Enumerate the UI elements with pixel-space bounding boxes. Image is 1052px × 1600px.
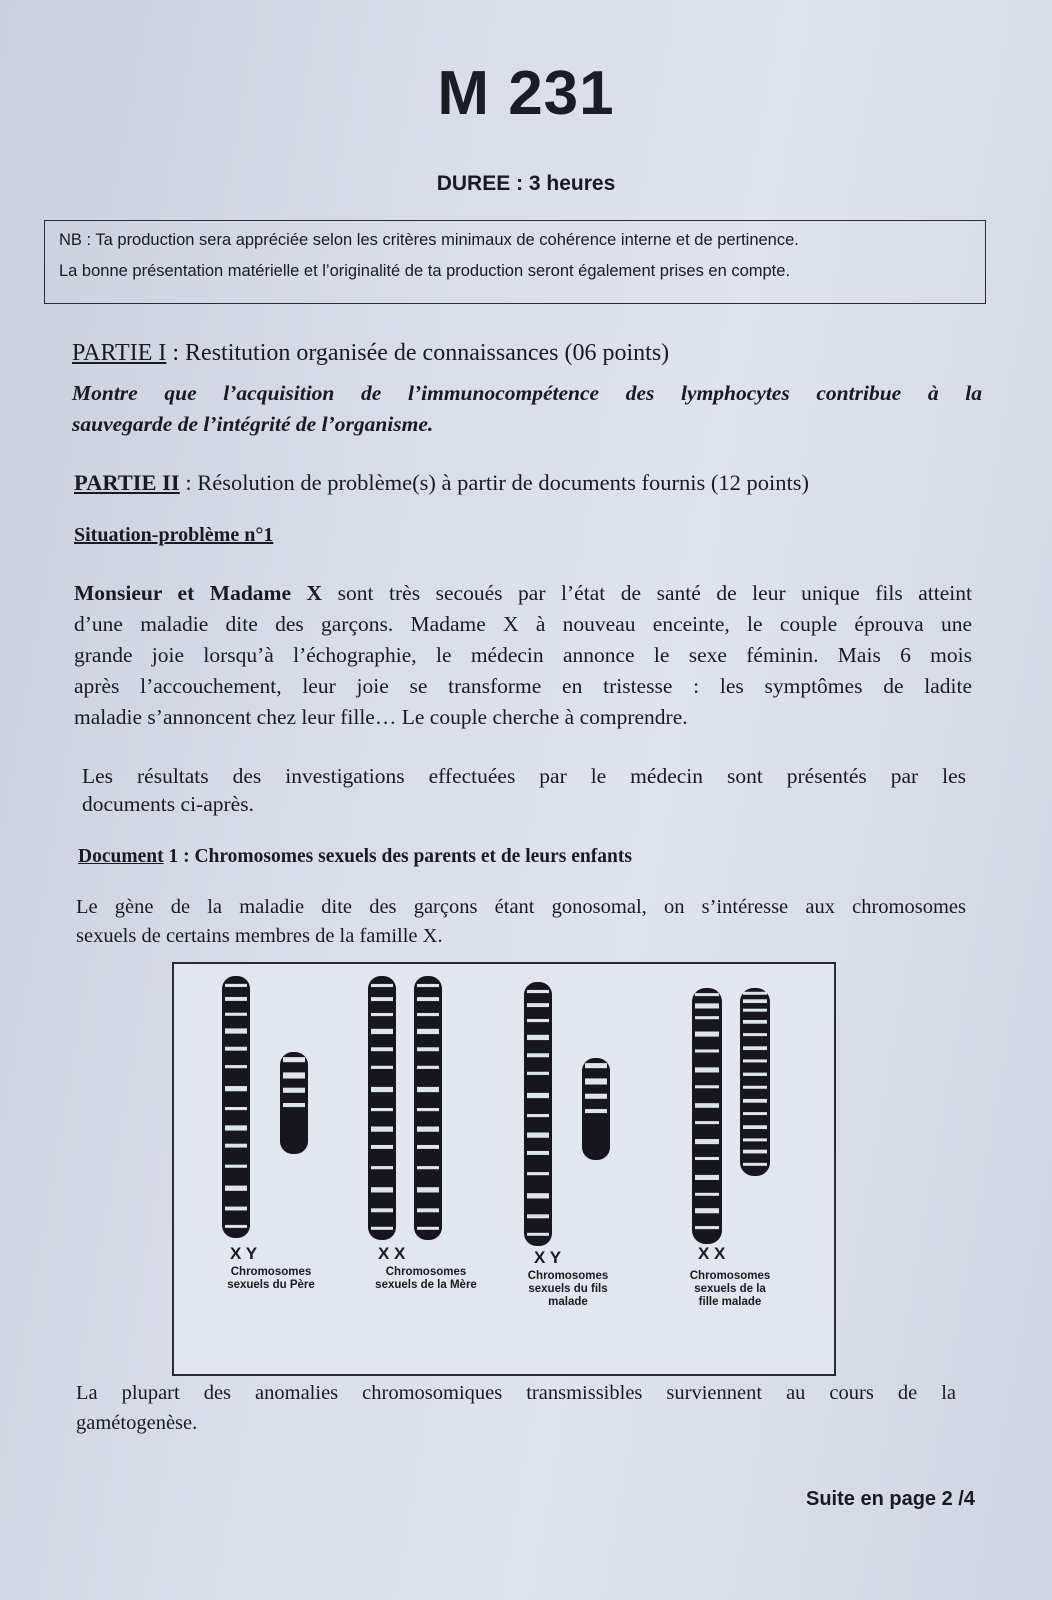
investigation-line-2: documents ci-après.: [82, 792, 254, 816]
partie-1-label: PARTIE I: [72, 340, 167, 366]
son-y-chromosome: [582, 1058, 610, 1160]
group-2-caption: [362, 1266, 490, 1292]
chromosome-figure: [172, 962, 836, 1376]
partie-2-label: PARTIE II: [74, 470, 180, 495]
partie-2-title: : Résolution de problème(s) à partir de documents fournis (12 points): [179, 470, 809, 495]
situation-line-1: [74, 578, 972, 609]
group-4-letters: X X: [698, 1244, 726, 1263]
partie-1-question-line-1: Montre que l’acquisition de l’immunocompétence des lymphocytes contribue à la: [72, 381, 982, 405]
final-line-1: La plupart des anomalies chromosomiques transmissibles surviennent au cours de la: [76, 1382, 956, 1404]
nb-line-1: NB : Ta production sera appréciée selon les critères minimaux de cohérence interne et de pertinence.: [59, 231, 799, 249]
document-1-label: Document: [78, 846, 164, 867]
investigation-line-1: Les résultats des investigations effectuées par le médecin sont présentés par les: [82, 764, 966, 788]
final-line-2: gamétogenèse.: [76, 1412, 198, 1434]
exam-code-title: M 231: [437, 59, 615, 128]
document-1-intro-line-2: sexuels de certains membres de la famille X.: [76, 925, 443, 947]
partie-1-title: : Restitution organisée de connaissances (06 points): [166, 340, 670, 366]
situation-heading: Situation-problème n°1: [74, 524, 274, 546]
group-1-caption: [216, 1266, 326, 1292]
group-3-caption-1: Chromosomes: [527, 1270, 609, 1282]
situation-line-4: après l’accouchement, leur joie se transforme en tristesse : les symptômes de ladite: [74, 674, 972, 698]
group-2-caption-2: sexuels de la Mère: [375, 1279, 477, 1291]
son-x-chromosome: [524, 982, 552, 1246]
group-4-caption-3: fille malade: [698, 1296, 762, 1308]
document-1-intro-line-1: Le gène de la maladie dite des garçons étant gonosomal, on s’intéresse aux chromosomes: [76, 896, 966, 918]
document-1-intro: [76, 893, 966, 951]
nb-notice-box: [44, 220, 986, 304]
situation-line-1-rest: sont très secoués par l’état de santé de leur unique fils atteint: [322, 581, 972, 605]
group-2-caption-1: Chromosomes: [385, 1266, 467, 1278]
situation-line-5: maladie s’annoncent chez leur fille… Le couple cherche à comprendre.: [74, 705, 688, 729]
final-paragraph: [76, 1378, 956, 1438]
document-1-title: 1 : Chromosomes sexuels des parents et de leurs enfants: [163, 846, 632, 867]
situation-line-3: grande joie lorsqu’à l’échographie, le médecin annonce le sexe féminin. Mais 6 mois: [74, 643, 972, 667]
partie-2-heading: [74, 470, 809, 496]
mother-x1-chromosome: [368, 976, 396, 1240]
group-1-letters: X Y: [230, 1244, 258, 1263]
exam-duration: DUREE : 3 heures: [436, 172, 616, 195]
situation-line-2: d’une maladie dite des garçons. Madame X à nouveau enceinte, le couple éprouva une: [74, 612, 972, 636]
group-4-caption-2: sexuels de la: [694, 1283, 766, 1295]
partie-1-question: [72, 378, 982, 440]
father-y-chromosome: [280, 1052, 308, 1154]
group-3-caption-3: malade: [548, 1296, 588, 1308]
situation-paragraph: [74, 578, 972, 733]
daughter-x2-chromosome: [740, 988, 770, 1176]
mother-x2-chromosome: [414, 976, 442, 1240]
situation-bold-start: Monsieur et Madame X: [74, 581, 323, 605]
nb-line-2: La bonne présentation matérielle et l’originalité de ta production seront également prises en compte.: [59, 262, 791, 280]
group-1-caption-1: Chromosomes: [230, 1266, 312, 1278]
investigation-paragraph: [82, 762, 966, 818]
group-3-caption-2: sexuels du fils: [528, 1283, 608, 1295]
continue-page-note: Suite en page 2 /4: [806, 1488, 975, 1510]
daughter-x1-chromosome: [692, 988, 722, 1244]
father-x-chromosome: [222, 976, 250, 1238]
group-3-caption: [514, 1270, 622, 1309]
group-4-caption: [674, 1270, 786, 1309]
partie-1-heading: [72, 340, 669, 367]
partie-1-question-line-2: sauvegarde de l’intégrité de l’organisme.: [72, 412, 434, 436]
group-2-letters: X X: [378, 1244, 406, 1263]
group-3-letters: X Y: [534, 1248, 562, 1267]
document-1-heading: [78, 846, 632, 868]
group-1-caption-2: sexuels du Père: [227, 1279, 315, 1291]
group-4-caption-1: Chromosomes: [689, 1270, 771, 1282]
chromosome-drawing: [174, 964, 838, 1378]
